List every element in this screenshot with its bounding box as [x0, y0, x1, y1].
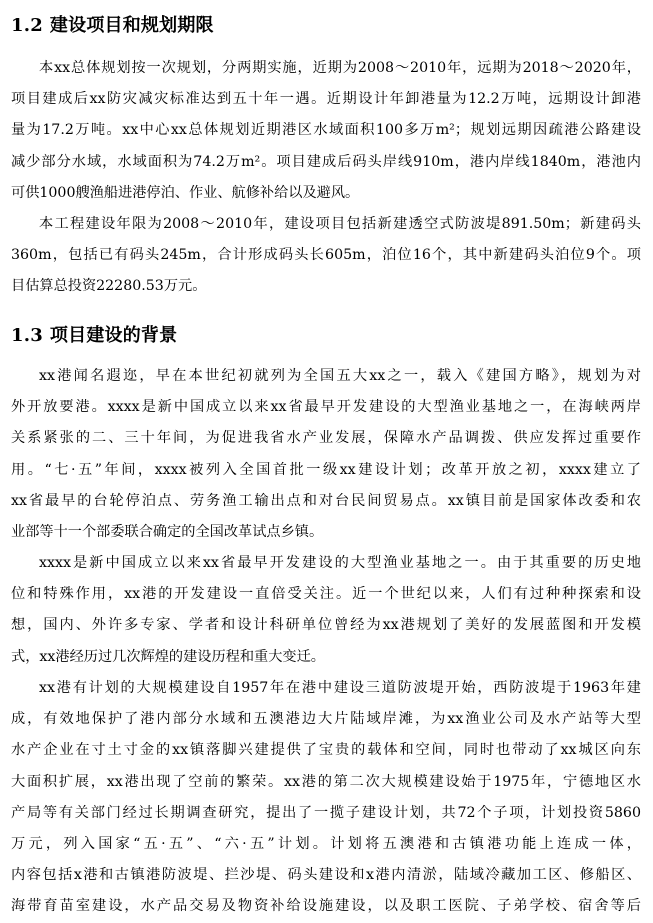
text-line: xx港闻名遐迩，早在本世纪初就列为全国五大xx之一，载入《建国方略》，规划为对: [39, 368, 641, 384]
section-heading-1-3: [11, 324, 177, 348]
text-line: 成，有效地保护了港内部分水域和五澳港边大片陆域岸滩，为xx渔业公司及水产站等大型: [11, 711, 641, 728]
paragraph-1-2-a: [11, 53, 641, 209]
text-line: 本xx总体规划按一次规划，分两期实施，近期为2008～2010年，远期为2018～2020年，: [39, 60, 641, 76]
text-line: 项目建成后xx防灾减灾标准达到五十年一遇。近期设计年卸港量为12.2万吨，远期设计卸港: [11, 91, 641, 108]
text-line: xx省最早的台轮停泊点、劳务渔工输出点和对台民间贸易点。xx镇目前是国家体改委和农: [11, 492, 641, 509]
text-line: 360m，包括已有码头245m，合计形成码头长605m，泊位16个，其中新建码头泊位9个。项: [11, 247, 641, 264]
section-title: 项目建设的背景: [49, 325, 178, 346]
text-line: 万元，列入国家“五·五”、“六·五”计划。计划将五澳港和古镇港功能上连成一体，: [11, 835, 641, 852]
section-number: 1.3: [11, 325, 43, 346]
section-heading-1-2: [11, 14, 214, 38]
paragraph-1-2-b: [11, 209, 641, 303]
text-line: 关系紧张的二、三十年间，为促进我省水产业发展，保障水产品调拨、供应发挥过重要作: [11, 430, 641, 447]
text-line: xx港有计划的大规模建设自1957年在港中建设三道防波堤开始，西防波堤于1963年建: [39, 680, 641, 696]
paragraph-1-3-a: [11, 361, 641, 548]
text-line: 水产企业在寸土寸金的xx镇落脚兴建提供了宝贵的载体和空间，同时也带动了xx城区向东: [11, 742, 641, 759]
section-number: 1.2: [11, 15, 43, 36]
text-line: 想，国内、外许多专家、学者和设计科研单位曾经为xx港规划了美好的发展蓝图和开发模: [11, 617, 641, 634]
text-line: 大面积扩展，xx港出现了空前的繁荣。xx港的第二次大规模建设始于1975年，宁德地区水: [11, 773, 641, 790]
text-line: 目估算总投资22280.53万元。: [11, 278, 207, 295]
text-line: 式，xx港经历过几次辉煌的建设历程和重大变迁。: [11, 648, 325, 665]
text-line: 用。“七·五”年间，xxxx被列入全国首批一级xx建设计划；改革开放之初，xxxx建立了: [11, 461, 641, 478]
text-line: 位和特殊作用，xx港的开发建设一直倍受关注。近一个世纪以来，人们有过种种探索和设: [11, 586, 641, 603]
section-title: 建设项目和规划期限: [49, 15, 214, 36]
text-line: 本工程建设年限为2008～2010年，建设项目包括新建透空式防波堤891.50m；新建码头: [39, 216, 641, 232]
text-line: 业部等十一个部委联合确定的全国改革试点乡镇。: [11, 523, 324, 540]
paragraph-1-3-c: [11, 673, 641, 923]
text-line: 减少部分水域，水域面积为74.2万m²。项目建成后码头岸线910m，港内岸线1840m，港池内: [11, 153, 641, 170]
paragraph-1-3-b: [11, 548, 641, 673]
text-line: 外开放要港。xxxx是新中国成立以来xx省最早开发建设的大型渔业基地之一，在海峡两岸: [11, 399, 641, 416]
text-line: 海带育苗室建设，水产品交易及物资补给设施建设，以及职工医院、子弟学校、宿舍等后: [11, 898, 641, 915]
text-line: 可供1000艘渔船进港停泊、作业、航修补给以及避风。: [11, 184, 360, 201]
text-line: 内容包括x港和古镇港防波堤、拦沙堤、码头建设和x港内清淤，陆域冷藏加工区、修船区、: [11, 867, 641, 884]
text-line: xxxx是新中国成立以来xx省最早开发建设的大型渔业基地之一。由于其重要的历史地: [39, 555, 641, 571]
text-line: 量为17.2万吨。xx中心xx总体规划近期港区水域面积100多万m²；规划远期因疏港公路建设: [11, 122, 641, 139]
text-line: 产局等有关部门经过长期调查研究，提出了一揽子建设计划，共72个子项，计划投资5860: [11, 804, 641, 821]
